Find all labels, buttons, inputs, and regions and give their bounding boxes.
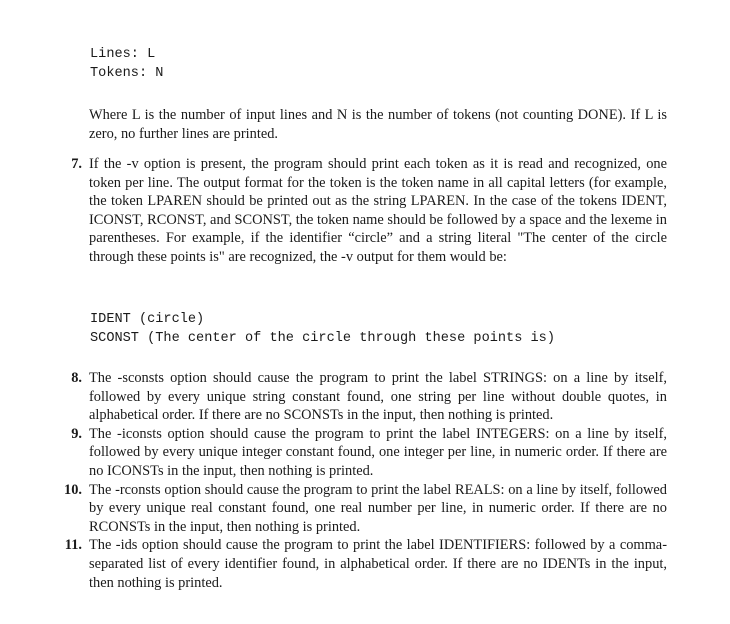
summary-output-code (90, 45, 163, 83)
list-item (40, 481, 670, 537)
item-text: The -rconsts option should cause the program to print the label REALS: on a line by itself, followed by every unique real constant found, one real number per line, in numeric order. If there are no RCONSTs in the input, then nothing is printed. (89, 481, 667, 535)
code-line-ident: IDENT (circle) (90, 312, 205, 327)
options-list (40, 369, 670, 592)
item-text: The -ids option should cause the program to print the label IDENTIFIERS: followed by a comma-separated list of every identifier found, in alphabetical order. If there are no IDENTs in the input, then nothing is printed. (89, 537, 667, 591)
item-number: 10. (64, 481, 82, 498)
item-text: The -iconsts option should cause the program to print the label INTEGERS: on a line by itself, followed by every unique integer constant found, one integer per line, in numeric order. If there are no ICONSTs in the input, then nothing is printed. (89, 425, 667, 479)
list-item (40, 536, 670, 592)
example-output-code (90, 310, 555, 348)
item-7-number: 7. (71, 156, 82, 172)
list-item (40, 425, 670, 481)
item-7 (40, 155, 670, 267)
item-number: 8. (71, 370, 82, 386)
code-line-lines: Lines: L (90, 47, 156, 62)
item-number: 9. (71, 425, 82, 442)
list-item (40, 369, 670, 425)
item-text: The -sconsts option should cause the program to print the label STRINGS: on a line by itself, followed by every unique string constant found, one string per line without double quotes, in alphabetical order. If there are no SCONSTs in the input, then nothing is printed. (89, 370, 667, 424)
item-number: 11. (64, 537, 82, 554)
item-7-text: If the -v option is present, the program should print each token as it is read and recognized, one token per line. The output format for the token is the token name in all capital letters (for example, the token LPAREN should be printed out as the string LPAREN. In the case of the tokens IDENT, ICONST, RCONST, and SCONST, the token name should be followed by a space and the lexeme in parentheses. For example, if the identifier “circle” and a string literal "The center of the circle through these points is" are recognized, the -v output for them would be: (89, 156, 667, 265)
code-line-sconst: SCONST (The center of the circle through these points is) (90, 331, 555, 346)
where-paragraph: Where L is the number of input lines and N is the number of tokens (not counting DONE). If L is zero, no further lines are printed. (89, 107, 667, 142)
code-line-tokens: Tokens: N (90, 66, 164, 81)
